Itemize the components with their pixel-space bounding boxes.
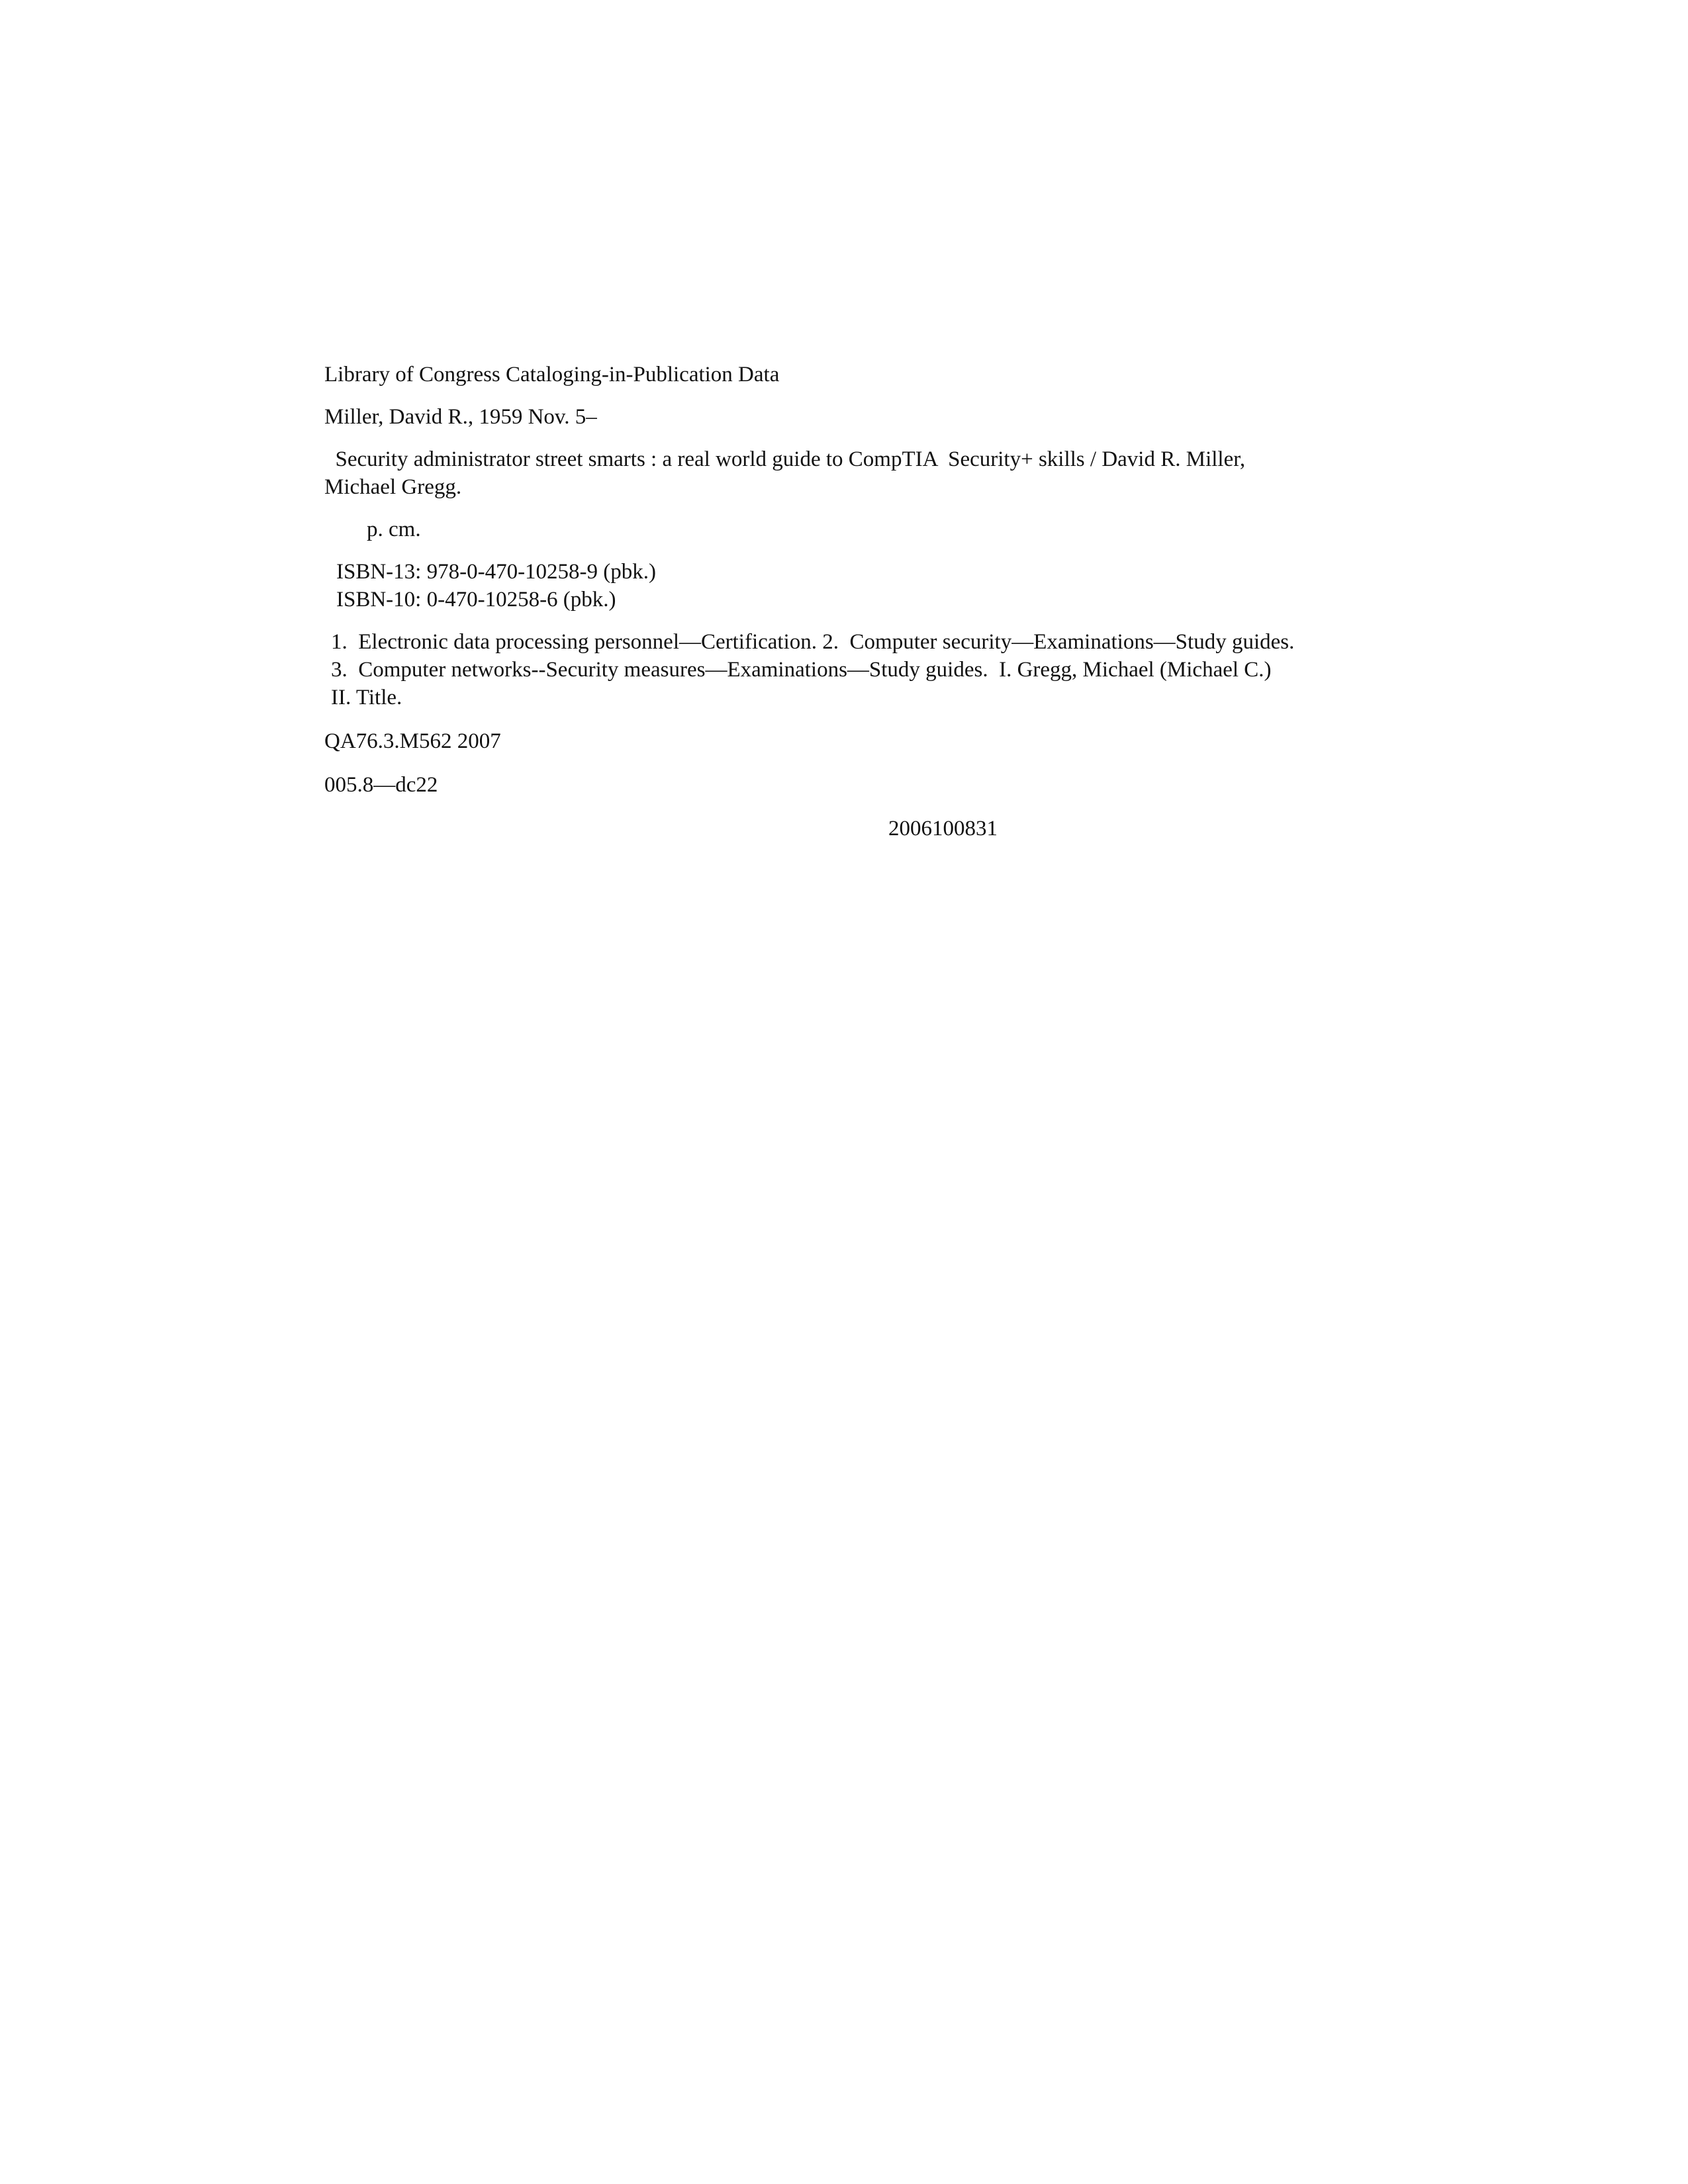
cip-heading: Library of Congress Cataloging-in-Publication Data (324, 363, 780, 387)
cip-lccn: 2006100831 (888, 817, 998, 841)
cip-dewey-classification: 005.8—dc22 (324, 773, 438, 797)
cip-isbn-13: ISBN-13: 978-0-470-10258-9 (pbk.) (336, 560, 657, 584)
cip-title-line-1: Security administrator street smarts : a real world guide to CompTIA Security+ skills / David R. Miller, (324, 447, 1246, 471)
cip-subjects-line-3: II. Title. (331, 686, 402, 709)
cip-subjects-line-1: 1. Electronic data processing personnel—Certification. 2. Computer security—Examinations—Study guides. (331, 630, 1295, 654)
cip-physical-description: p. cm. (367, 518, 421, 541)
cip-isbn-10: ISBN-10: 0-470-10258-6 (pbk.) (336, 588, 616, 612)
cip-title-line-2: Michael Gregg. (324, 475, 462, 499)
cip-author: Miller, David R., 1959 Nov. 5– (324, 405, 597, 429)
cip-lc-classification: QA76.3.M562 2007 (324, 729, 501, 753)
cip-data-block (324, 361, 1370, 842)
cip-subjects-line-2: 3. Computer networks--Security measures—Examinations—Study guides. I. Gregg, Michael (Michael C.) (331, 658, 1272, 682)
